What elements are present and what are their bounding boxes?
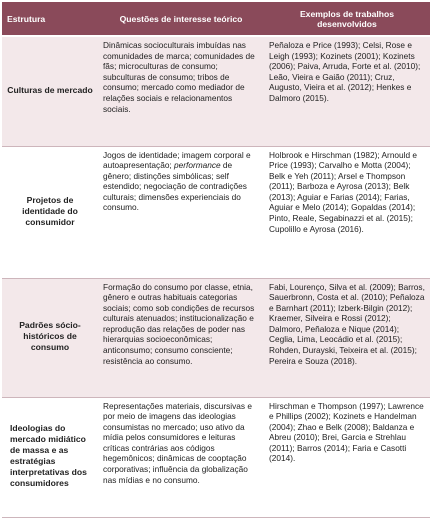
research-framework-table (2, 2, 430, 518)
row-examples: Peñaloza e Price (1993); Celsi, Rose e Leigh (1993); Kozinets (2001); Kozinets (2006); Paiva, Arruda, Forte et al. (2010); Leão, Vieira e Gaião (2011); Cruz, Augusto, Vieira et al. (2012); Henkes e Dalmoro (2015). (264, 36, 430, 146)
header-structure: Estrutura (2, 2, 98, 36)
row-examples: Holbrook e Hirschman (1982); Arnould e Price (1993); Carvalho e Motta (2004); Belk e Yeh (2011); Arsel e Thompson (2011); Barboza e Ayrosa (2013); Belk (2013); Aguiar e Farias (2014); Farias, Aguiar e Melo (2014); Gopaldas (2014); Pinto, Reale, Segabinazzi et al. (2015); Cupolillo e Ayrosa (2016). (264, 146, 430, 278)
header-examples: Exemplos de trabalhos desenvolvidos (264, 2, 430, 36)
header-theoretical-questions: Questões de interesse teórico (98, 2, 264, 36)
table-row (2, 146, 430, 278)
row-category: Culturas de mercado (2, 36, 98, 146)
questions-text-end: de gênero; distinções simbólicas; self estendido; negociação de contradições culturais; dimensões experienciais do consumo. (103, 160, 247, 213)
row-category: Projetos de identidade do consumidor (2, 146, 98, 278)
row-questions (98, 146, 264, 278)
row-questions: Formação do consumo por classe, etnia, gênero e outras habituais categorias sociais; como sob condições de recursos culturais atenuados; institucionalização e reprodução das relações de poder nas hierarquias socioeconômicas; anticonsumo; consumo consciente; resistência ao consumo. (98, 278, 264, 397)
row-questions: Representações materiais, discursivas e por meio de imagens das ideologias consumistas no mercado; uso ativo da mídia pelos consumidores e leituras críticas contrárias aos códigos hegemônicos; dinâmicas de cooptação corporativas; influência da globalização nas mídias e no consumo. (98, 397, 264, 517)
questions-text-emphasis: performance (174, 160, 221, 171)
table-row (2, 397, 430, 517)
table-header (2, 2, 430, 36)
row-category: Ideologias do mercado midiático de massa e as estratégias interpretativas dos consumidores (2, 397, 98, 517)
row-questions: Dinâmicas socioculturais imbuídas nas comunidades de marca; comunidades de fãs; microculturas de consumo; subculturas de consumo; tribos de consumo; mercado como mediador de relações sociais e relacionamentos sociais. (98, 36, 264, 146)
row-examples: Hirschman e Thompson (1997); Lawrence e Phillips (2002); Kozinets e Handelman (2004); Zhao e Belk (2008); Baldanza e Abreu (2010); Brei, Garcia e Strehlau (2011); Barros (2014); Faria e Casotti (2014). (264, 397, 430, 517)
table-row (2, 278, 430, 397)
table-row (2, 36, 430, 146)
row-category: Padrões sócio-históricos de consumo (2, 278, 98, 397)
questions-text-start: Jogos de identidade; imagem corporal e autoapresentação; (103, 149, 251, 171)
row-examples: Fabi, Lourenço, Silva et al. (2009); Barros, Sauerbronn, Costa et al. (2010); Peñaloza e Barnhart (2011); Izberk-Bilgin (2012); Kraemer, Silveira e Rossi (2012); Dalmoro, Peñaloza e Nique (2014); Ceglia, Lima, Leocádio et al. (2015); Rohden, Durayski, Teixeira et al. (2015); Pereira e Souza (2018). (264, 278, 430, 397)
